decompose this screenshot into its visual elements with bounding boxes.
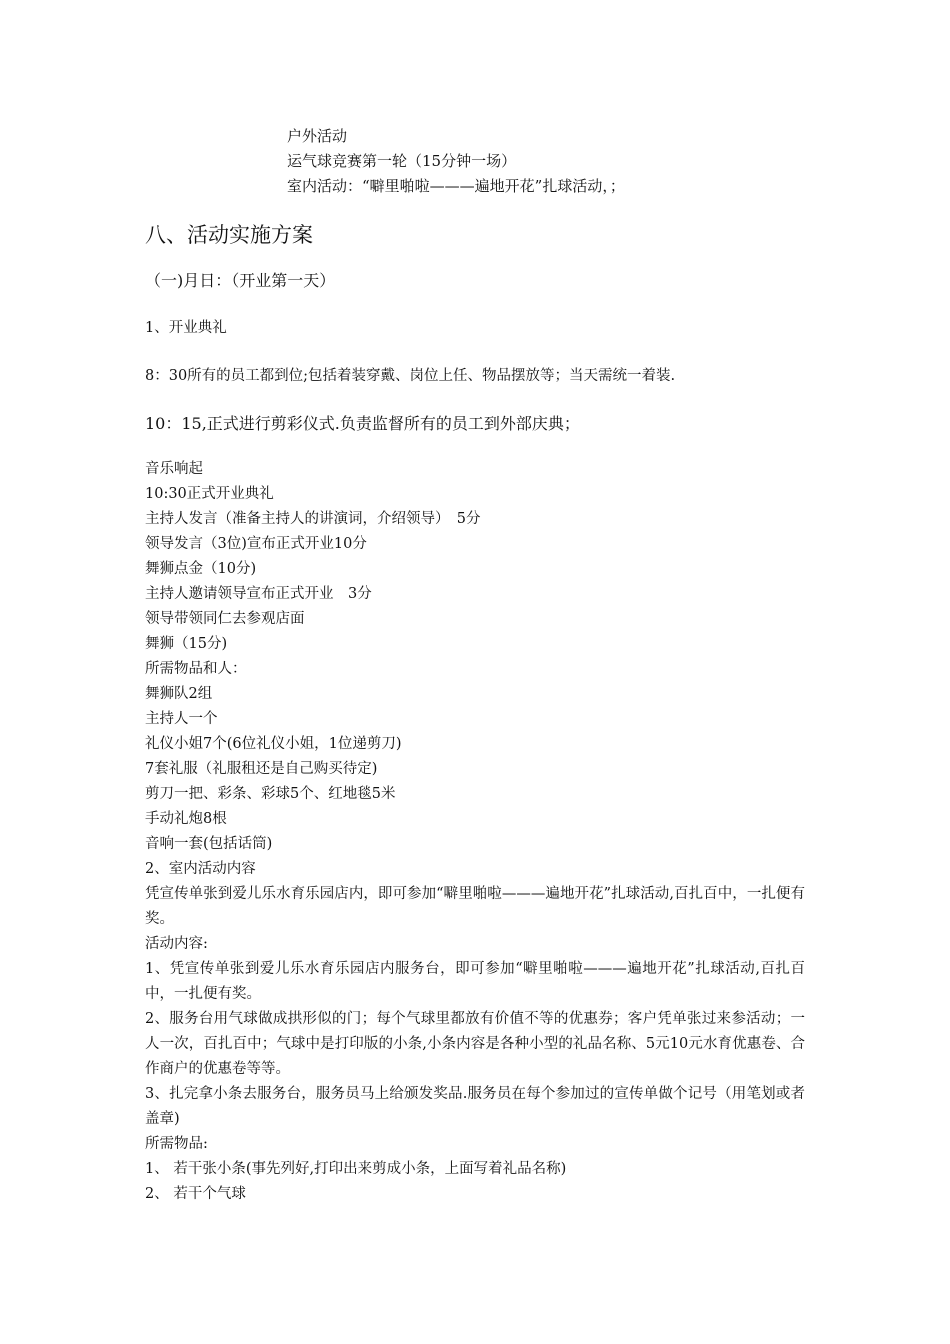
activity-content-label: 活动内容: — [145, 936, 208, 952]
list-item: 10:30正式开业典礼 — [145, 486, 274, 502]
list-item: 领导发言（3位)宣布正式开业10分 — [145, 536, 367, 552]
list-item: 剪刀一把、彩条、彩球5个、红地毯5米 — [145, 786, 396, 802]
section-heading: 八、活动实施方案 — [145, 223, 313, 247]
needed-items-label: 所需物品: — [145, 1136, 208, 1152]
list-item: 舞狮（15分) — [145, 636, 228, 652]
list-item: 7套礼服（礼服租还是自己购买待定) — [145, 761, 378, 777]
list-item: 所需物品和人： — [145, 661, 247, 677]
top-line-indoor: 室内活动：“噼里啪啦———遍地开花”扎球活动，； — [287, 177, 625, 195]
activity-item-2: 2、服务台用气球做成拱形似的门；每个气球里都放有价值不等的优惠券；客户凭单张过来参活动；一人一次，百扎百中；气球中是打印版的小条,小条内容是各种小型的礼品名称、5元10元水育优惠卷、合作商户的优惠卷等等。 — [145, 1011, 805, 1077]
schedule-1015: 10：15,正式进行剪彩仪式.负责监督所有的员工到外部庆典； — [145, 414, 580, 433]
list-item: 舞狮队2组 — [145, 686, 213, 702]
list-item: 音乐响起 — [145, 461, 203, 477]
list-item: 2、室内活动内容 — [145, 861, 256, 877]
item-opening-ceremony: 1、开业典礼 — [145, 320, 227, 336]
indoor-activity-paragraph: 凭宣传单张到爱儿乐水育乐园店内，即可参加“噼里啪啦———遍地开花”扎球活动,百扎百中，一扎便有奖。 — [145, 886, 805, 927]
list-item: 礼仪小姐7个(6位礼仪小姐，1位递剪刀) — [145, 736, 402, 752]
list-item: 手动礼炮8根 — [145, 811, 227, 827]
needed-item-1: 1、 若干张小条(事先列好,打印出来剪成小条，上面写着礼品名称) — [145, 1161, 567, 1177]
sub-heading-day-one: （一)月日：（开业第一天） — [145, 271, 336, 290]
top-activity-list — [287, 124, 907, 199]
list-item: 主持人一个 — [145, 711, 218, 727]
schedule-0830: 8：30所有的员工都到位;包括着装穿戴、岗位上任、物品摆放等；当天需统一着装. — [145, 368, 676, 384]
list-item: 音响一套(包括话筒) — [145, 836, 273, 852]
top-line-outdoor: 户外活动 — [287, 127, 348, 145]
list-item: 主持人邀请领导宣布正式开业 3分 — [145, 586, 372, 602]
list-item: 领导带领同仁去参观店面 — [145, 611, 305, 627]
needed-item-2: 2、 若干个气球 — [145, 1186, 246, 1202]
list-item: 舞狮点金（10分) — [145, 561, 257, 577]
activity-item-1: 1、凭宣传单张到爱儿乐水育乐园店内服务台，即可参加“噼里啪啦———遍地开花”扎球活动,百扎百中，一扎便有奖。 — [145, 961, 805, 1002]
activity-item-3: 3、扎完拿小条去服务台，服务员马上给颁发奖品.服务员在每个参加过的宣传单做个记号（用笔划或者盖章) — [145, 1086, 805, 1127]
top-line-balloon-race: 运气球竞赛第一轮（15分钟一场） — [287, 152, 517, 170]
ceremony-details — [145, 457, 805, 1207]
list-item: 主持人发言（准备主持人的讲演词，介绍领导） 5分 — [145, 511, 481, 527]
